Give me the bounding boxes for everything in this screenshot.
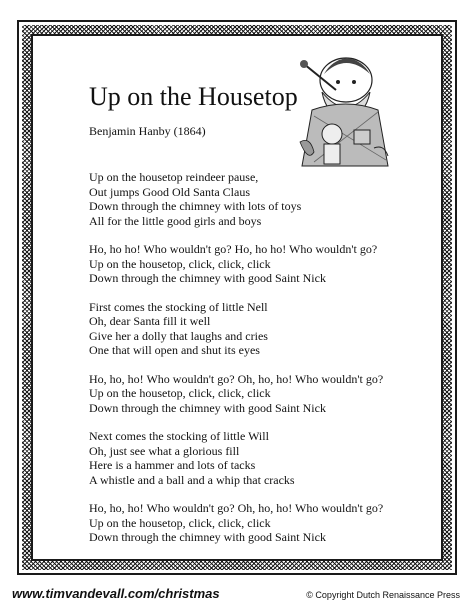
footer-copyright: © Copyright Dutch Renaissance Press	[306, 590, 460, 600]
lyric-line: Up on the housetop reindeer pause,	[89, 170, 259, 184]
stanza	[89, 300, 369, 358]
stanza	[89, 429, 369, 487]
song-title: Up on the Housetop	[89, 82, 298, 111]
lyric-line: Out jumps Good Old Santa Claus	[89, 184, 250, 199]
lyric-line: Down through the chimney with good Saint Nick	[89, 530, 326, 544]
song-author: Benjamin Hanby (1864)	[89, 124, 206, 138]
lyric-line: Ho, ho, ho! Who wouldn't go? Oh, ho, ho! Who wouldn't go?	[89, 501, 384, 515]
stanza	[89, 170, 369, 228]
stanza	[89, 242, 378, 286]
lyric-line: One that will open and shut its eyes	[89, 343, 260, 357]
footer-url: www.timvandevall.com/christmas	[12, 586, 220, 601]
lyric-line: First comes the stocking of little Nell	[89, 299, 268, 314]
lyric-line: Down through the chimney with good Saint Nick	[89, 400, 326, 415]
lyric-line: Down through the chimney with good Saint Nick	[89, 271, 326, 285]
stanza	[89, 501, 384, 545]
lyric-line: Up on the housetop, click, click, click	[89, 386, 271, 400]
stanza	[89, 371, 384, 416]
lyric-line: All for the little good girls and boys	[89, 213, 262, 228]
lyric-line: Give her a dolly that laughs and cries	[89, 328, 268, 343]
lyrics	[89, 170, 384, 559]
lyric-line: Ho, ho ho! Who wouldn't go? Ho, ho ho! Who wouldn't go?	[89, 242, 378, 256]
lyric-line: Oh, dear Santa fill it well	[89, 314, 211, 328]
lyric-line: Up on the housetop, click, click, click	[89, 256, 271, 271]
lyric-line: Ho, ho, ho! Who wouldn't go? Oh, ho, ho! Who wouldn't go?	[89, 371, 384, 386]
lyric-line: Next comes the stocking of little Will	[89, 429, 269, 443]
lyric-line: A whistle and a ball and a whip that cracks	[89, 472, 295, 487]
lyric-line: Here is a hammer and lots of tacks	[89, 458, 256, 472]
lyric-line: Oh, just see what a glorious fill	[89, 443, 240, 458]
lyric-line: Up on the housetop, click, click, click	[89, 515, 271, 530]
santa-engraving-icon	[294, 52, 394, 170]
lyric-line: Down through the chimney with lots of toys	[89, 199, 302, 213]
